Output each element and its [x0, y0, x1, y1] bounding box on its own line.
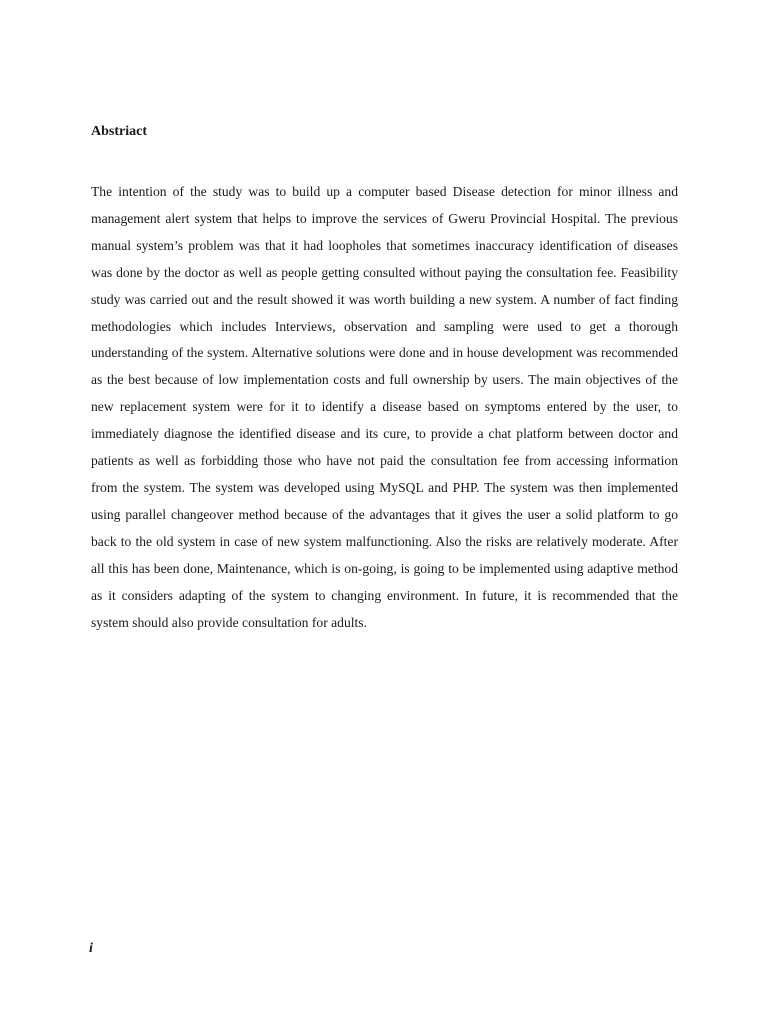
- abstract-heading: Abstriact: [91, 124, 147, 139]
- page-number: i: [89, 941, 93, 956]
- abstract-paragraph: The intention of the study was to build up a computer based Disease detection for minor illness and management alert system that helps to improve the services of Gweru Provincial Hospital. The previous manual system’s problem was that it had loopholes that sometimes inaccuracy identification of diseases was done by the doctor as well as people getting consulted without paying the consultation fee. Feasibility study was carried out and the result showed it was worth building a new system. A number of fact finding methodologies which includes Interviews, observation and sampling were used to get a thorough understanding of the system. Alternative solutions were done and in house development was recommended as the best because of low implementation costs and full ownership by users. The main objectives of the new replacement system were for it to identify a disease based on symptoms entered by the user, to immediately diagnose the identified disease and its cure, to provide a chat platform between doctor and patients as well as forbidding those who have not paid the consultation fee from accessing information from the system. The system was developed using MySQL and PHP. The system was then implemented using parallel changeover method because of the advantages that it gives the user a solid platform to go back to the old system in case of new system malfunctioning. Also the risks are relatively moderate. After all this has been done, Maintenance, which is on-going, is going to be implemented using adaptive method as it considers adapting of the system to changing environment. In future, it is recommended that the system should also provide consultation for adults.: [91, 184, 678, 630]
